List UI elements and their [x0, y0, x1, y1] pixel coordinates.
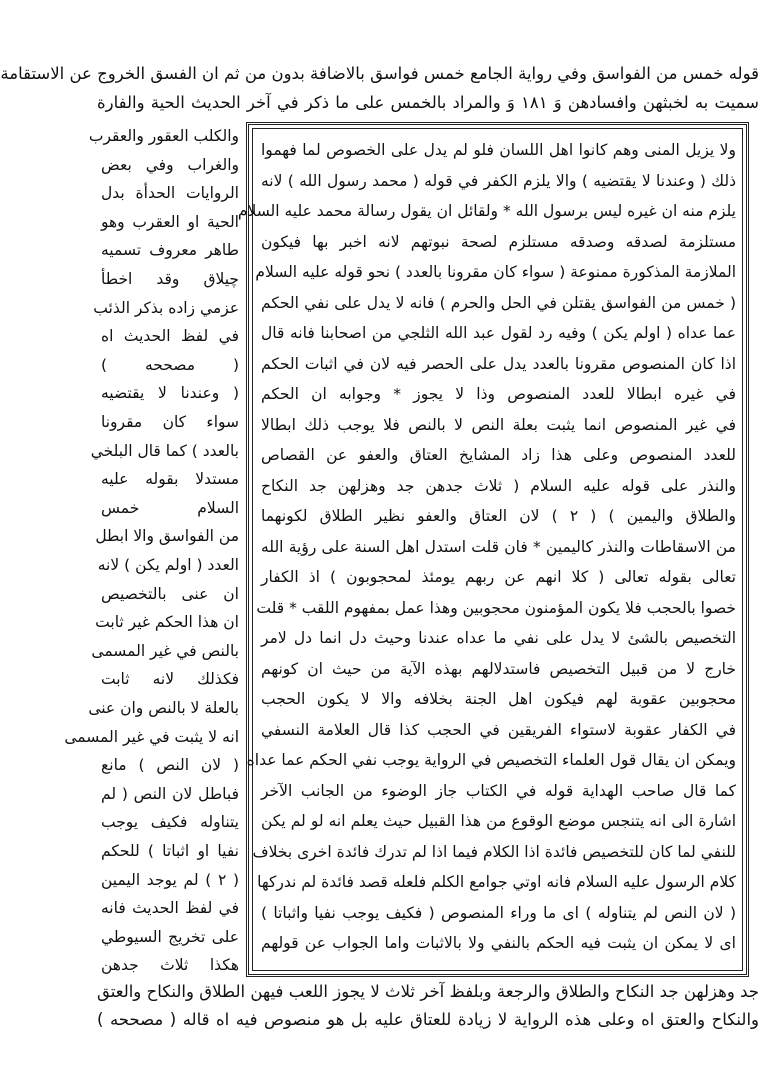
margin-line: فباطل لان النص ( لم: [101, 784, 239, 803]
main-text-line: محجوبين عقوبة لهم فيكون اهل الجنة بخلافه والا لا يكون الحجب: [261, 690, 736, 708]
main-text-line: من الاسقاطات والنذر كاليمين * فان قلت استدل اهل السنة على رؤية الله: [261, 537, 736, 556]
margin-line: هكذا ثلاث جدهن: [101, 956, 239, 975]
main-text-line: والطلاق واليمين ) ( ٢ ) لان العتاق والعفو نظير الطلاق لكونهما: [261, 507, 736, 525]
margin-line: عزمي زاده بذكر الذئب: [93, 298, 239, 317]
main-text-line: التخصيص بالشئ لا يدل على نفي ما عداه عندنا وحيث دل انما دل لامر: [261, 629, 736, 647]
footer-line: والنكاح والعتق اه وعلى هذه الرواية لا زيادة للعتاق عليه بل هو منصوص فيه اه قاله ( مصححه ): [97, 1010, 759, 1029]
margin-line: بالنص في غير المسمى: [91, 641, 239, 660]
main-text-line: تعالى بقوله تعالى ( كلا انهم عن ربهم يومئذ لمحجوبون ) اذ الكفار: [261, 568, 736, 586]
header-line: قوله خمس من الفواسق وفي رواية الجامع خمس فواسق بالاضافة بدون من ثم ان الفسق الخروج عن الاستقامة: [0, 64, 759, 83]
margin-line: السلام خمس: [101, 498, 239, 517]
main-text-line: ولا يزيل المنى وهم كانوا اهل اللسان فلو لم يدل على الخصوص لما فهموا: [261, 141, 736, 159]
margin-line: ( مصححه ): [101, 355, 239, 374]
margin-line: بالعلة لا بالنص وان عنى: [88, 699, 239, 717]
margin-line: في لفظ الحديث اه: [101, 327, 239, 346]
main-text-line: للنفي لما كان للتخصيص فائدة اذا الكلام فيما اذا لم تدرك فائدة اخرى بخلاف: [252, 842, 736, 861]
main-text-line: يلزم منه ان غيره ليس برسول الله * ولقائل ان يقول رسالة محمد عليه السلام: [237, 202, 736, 220]
main-text-line: اذا كان المنصوص مقرونا بالعدد يدل على الحصر فيه لان في اثبات الحكم: [261, 354, 736, 373]
margin-line: سواء كان مقرونا: [101, 413, 239, 431]
margin-line: العدد ( اولم يكن ) لانه: [97, 556, 239, 574]
footer-line: جد وهزلهن جد النكاح والطلاق والرجعة وبلفظ آخر ثلاث لا يجوز اللعب فيهن الطلاق والنكاح والعتق: [97, 982, 759, 1001]
main-text-line: اشارة الى انه يتنجس موضع الوقوع من هذا القبيل حيث يعلم انه لو لم يكن: [261, 812, 736, 830]
margin-line: چيلاق وقد اخطأ: [101, 270, 239, 288]
margin-line: طاهر معروف تسميه: [101, 241, 239, 260]
margin-line: الحية او العقرب وهو: [101, 212, 239, 231]
margin-line: ان هذا الحكم غير ثابت: [95, 613, 239, 632]
main-text-line: كما قال صاحب الهداية قوله في الكتاب جاز الوضوء من الجانب الآخر: [261, 781, 736, 800]
main-text-line: للعدد المنصوص وعلى هذا زاد المشايخ العتاق والعفو عن القصاص: [261, 446, 736, 464]
margin-line: في لفظ الحديث فانه: [101, 899, 239, 918]
margin-line: والغراب وفي بعض: [101, 155, 239, 174]
main-text-line: اى لا يمكن ان يثبت فيه الحكم بالنفي ولا بالاثبات واما الجواب عن قولهم: [261, 934, 736, 952]
margin-line: نفيا او اثباتا ) للحكم: [101, 842, 239, 860]
main-text-line: مستلزمة لصدقه وصدقه مستلزم لصحة نبوتهم لانه اخبر بها فيكون: [261, 232, 736, 251]
main-text-line: خصوا بالحجب فلا يكون المؤمنون محجوبين وهذا عمل بمفهوم اللقب * قلت: [256, 598, 736, 617]
main-text-line: في غيره ابطالا للعدد المنصوص وذا لا يجوز * وجوابه ان الحكم: [261, 385, 736, 403]
main-text-line: الملازمة المذكورة ممنوعة ( سواء كان مقرونا بالعدد ) نحو قوله عليه السلام: [255, 263, 736, 281]
margin-line: انه لا يثبت في غير المسمى: [64, 727, 239, 746]
main-text-line: ( خمس من الفواسق يقتلن في الحل والحرم ) فانه لا يدل على نفي الحكم: [261, 293, 736, 312]
margin-line: من الفواسق والا ابطل: [95, 527, 239, 546]
main-text-line: كلام الرسول عليه السلام فانه اوتي جوامع الكلم فلعله قصد فائدة لم ندركها: [257, 873, 736, 891]
margin-line: ( وعندنا لا يقتضيه: [101, 384, 239, 403]
main-text-line: والنذر على قوله عليه السلام ( ثلاث جدهن جد وهزلهن جد النكاح: [261, 476, 736, 495]
margin-line: بالعدد ) كما قال البلخي: [90, 441, 239, 460]
margin-line: الروايات الحدأة بدل: [101, 184, 239, 203]
margin-line: ( ٢ ) لم يوجد اليمين: [101, 870, 239, 889]
main-text-line: ويمكن ان يقال قول العلماء التخصيص في الرواية يوجب نفي الحكم عما عداه: [246, 751, 736, 769]
main-text-line: خارج لا من قبيل التخصيص فاستدلالهم بهذه الآية من حيث ان كونهم: [261, 659, 736, 678]
margin-line: ان عنى بالتخصيص: [101, 584, 239, 603]
margin-line: ( لان النص ) مانع: [101, 756, 239, 775]
margin-line: على تخريج السيوطي: [101, 927, 239, 946]
main-text-line: عما عداه ( اولم يكن ) وفيه رد لقول عبد الله الثلجي من اصحابنا فانه قال: [261, 324, 736, 342]
main-text-line: في غير المنصوص انما يثبت بعلة النص لا بالنص فلا يوجب ذلك ابطالا: [261, 415, 736, 434]
margin-line: مستدلا بقوله عليه: [101, 470, 239, 489]
main-text-line: في الكفار عقوبة لاستواء الفريقين في الحجب كذا قال العلامة النسفي: [261, 720, 736, 739]
margin-line: يتناوله فكيف يوجب: [101, 813, 239, 832]
header-line: سميت به لخبثهن وافسادهن وَ ١٨١ وَ والمراد بالخمس على ما ذكر في آخر الحديث الحية والفارة: [97, 93, 759, 112]
margin-line: والكلب العقور والعقرب: [88, 127, 239, 145]
main-text-line: ذلك ( وعندنا لا يقتضيه ) والا يلزم الكفر في قوله ( محمد رسول الله ) لانه: [261, 171, 736, 190]
margin-line: فكذلك لانه ثابت: [101, 670, 239, 689]
main-text-line: ( لان النص لم يتناوله ) اى ما وراء المنصوص ( فكيف يوجب نفيا واثباتا ): [261, 903, 736, 922]
